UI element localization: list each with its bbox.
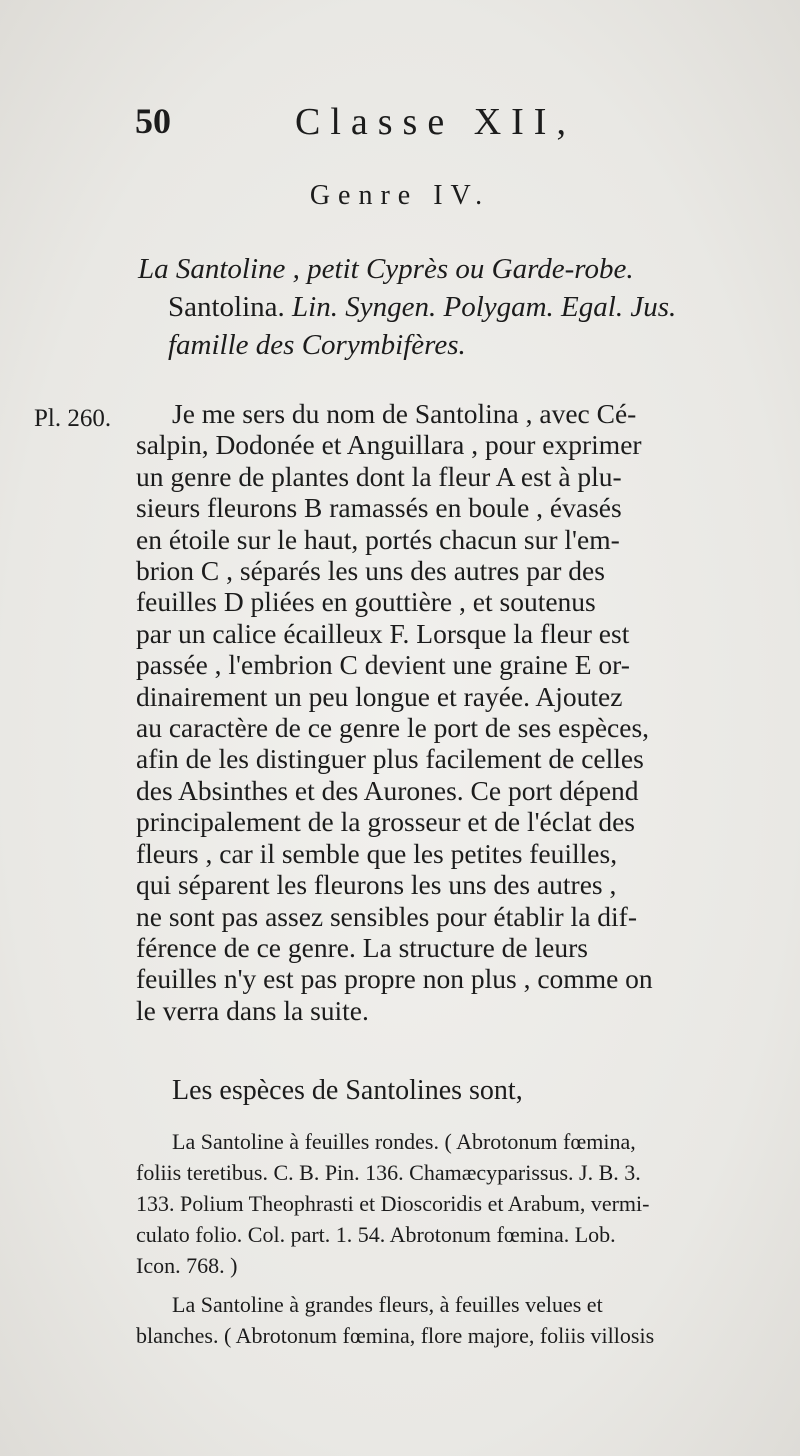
page-number: 50 — [135, 101, 171, 141]
title-line-1: La Santoline , petit Cyprès ou Garde-robe. — [138, 253, 634, 285]
text-line: des Absinthes et des Aurones. Ce port dépend — [136, 774, 639, 806]
text-line: afin de les distinguer plus facilement de celles — [136, 743, 644, 775]
text-line: fleurs , car il semble que les petites feuilles, — [136, 837, 618, 869]
text-line: au caractère de ce genre le port de ses espèces, — [136, 712, 650, 744]
species-entry-2 — [136, 1289, 786, 1351]
species-line: Icon. 768. ) — [136, 1253, 238, 1278]
text-line: qui séparent les fleurons les uns des autres , — [136, 869, 617, 901]
text-line: le verra dans la suite. — [136, 994, 369, 1026]
title-latin-name: Santolina. — [168, 291, 285, 323]
species-heading: Les espèces de Santolines sont, — [172, 1075, 523, 1106]
classe-heading: Classe XII, — [295, 101, 576, 143]
text-line: passée , l'embrion C devient une graine E or- — [136, 649, 630, 681]
text-line: sieurs fleurons B ramassés en boule , évasés — [136, 492, 622, 524]
species-line: blanches. ( Abrotonum fœmina, flore majore, foliis villosis — [136, 1323, 655, 1348]
species-line: culato folio. Col. part. 1. 54. Abrotonum fœmina. Lob. — [136, 1222, 616, 1247]
genus-title-block — [138, 250, 798, 364]
page-header — [135, 100, 655, 150]
title-line-2 — [138, 288, 798, 326]
text-line: ne sont pas assez sensibles pour établir la dif- — [136, 900, 637, 932]
species-gap — [136, 1281, 786, 1289]
text-line: férence de ce genre. La structure de leurs — [136, 931, 588, 963]
text-line: par un calice écailleux F. Lorsque la fleur est — [136, 617, 630, 649]
species-line: La Santoline à grandes fleurs, à feuilles velues et — [172, 1292, 603, 1317]
species-list — [136, 1126, 786, 1351]
plate-reference: Pl. 260. — [34, 405, 112, 432]
title-references: Lin. Syngen. Polygam. Egal. Jus. — [292, 291, 677, 323]
species-entry-1 — [136, 1126, 786, 1281]
text-line: feuilles n'y est pas propre non plus , comme on — [136, 963, 653, 995]
text-line: dinairement un peu longue et rayée. Ajoutez — [136, 680, 623, 712]
text-line: principalement de la grosseur et de l'éclat des — [136, 806, 635, 838]
title-line-3: famille des Corymbifères. — [168, 329, 466, 361]
text-line: feuilles D pliées en gouttière , et soutenus — [136, 586, 596, 618]
species-line: 133. Polium Theophrasti et Dioscoridis et Arabum, vermi- — [136, 1191, 650, 1216]
text-line: brion C , séparés les uns des autres par des — [136, 555, 605, 587]
body-paragraph — [136, 398, 786, 1026]
text-line: Je me sers du nom de Santolina , avec Cé- — [172, 398, 637, 429]
species-line: foliis teretibus. C. B. Pin. 136. Chamæcyparissus. J. B. 3. — [136, 1160, 641, 1185]
species-line: La Santoline à feuilles rondes. ( Abrotonum fœmina, — [172, 1129, 636, 1154]
text-line: salpin, Dodonée et Anguillara , pour exprimer — [136, 429, 642, 461]
text-line: en étoile sur le haut, portés chacun sur l'em- — [136, 523, 620, 555]
genre-heading: Genre IV. — [309, 180, 491, 211]
text-line: un genre de plantes dont la fleur A est à plu- — [136, 460, 622, 492]
